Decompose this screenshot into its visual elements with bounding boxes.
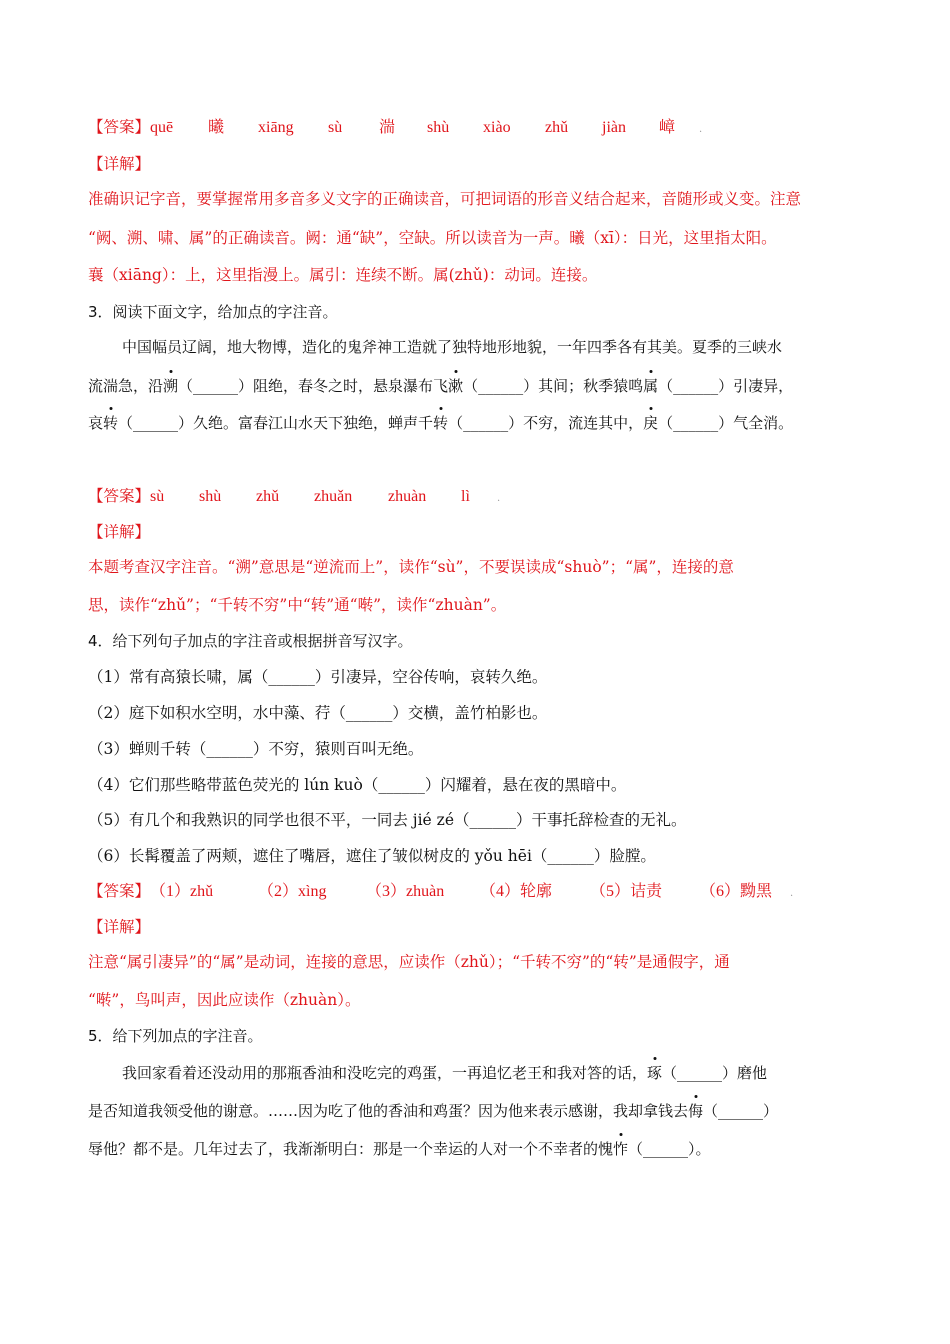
detail-label: 【详解】 <box>88 155 151 173</box>
detail-text-line: 思，读作“zhǔ”；“千转不穷”中“转”通“啭”，读作“zhuàn”。 <box>88 596 507 614</box>
answer-item: zhuàn <box>388 488 427 505</box>
answer-item: sù <box>150 488 165 505</box>
dotted-char: 琢 <box>647 1064 663 1082</box>
dotted-char: 转 <box>103 414 119 432</box>
detail-text-line: “阙、溯、啸、属”的正确读音。阙：通“缺”，空缺。所以读音为一声。曦（xī）：日光，这里指太阳。 <box>88 229 777 247</box>
answer-item: xiào <box>483 119 511 136</box>
dotted-char: 侮 <box>688 1102 704 1120</box>
dotted-char: 戾 <box>643 414 659 432</box>
q3-passage-line <box>88 376 793 396</box>
answer-item: sù <box>328 119 343 136</box>
passage-text: （______）其间；秋季猿鸣 <box>463 377 644 395</box>
dotted-char: 溯 <box>163 377 179 395</box>
dotted-char: 怍 <box>613 1140 629 1158</box>
answer-4-line: 【答案】（1）zhǔ （2）xìng （3）zhuàn （4）轮廓 （5）诘责 （6）黝黑 . <box>88 882 794 900</box>
dotted-char: 属 <box>643 377 659 395</box>
passage-text: 是否知道我领受他的谢意。……因为吃了他的香油和鸡蛋？因为他来表示感谢，我却拿钱去 <box>88 1102 689 1120</box>
passage-text: 哀 <box>88 414 104 432</box>
q4-item: （5）有几个和我熟识的同学也很不平，一同去 jié zé（______）干事托辞检查的无礼。 <box>88 811 687 829</box>
answer-label: 【答案】 <box>88 118 151 136</box>
q4-item: （4）它们那些略带蓝色荧光的 lún kuò（______）闪耀着，悬在夜的黑暗中。 <box>88 776 627 794</box>
passage-text: （______）磨他 <box>662 1064 768 1082</box>
q4-item: （3）蝉则千转（______）不穷，猿则百叫无绝。 <box>88 740 424 758</box>
answer-item: shù <box>427 119 450 136</box>
question-4-title: 4．给下列句子加点的字注音或根据拼音写汉字。 <box>88 632 413 650</box>
detail-label: 【详解】 <box>88 918 151 936</box>
answer-item: quē <box>150 119 174 136</box>
passage-text: （______）气全消。 <box>658 414 794 432</box>
q3-passage-line: 中国幅员辽阔，地大物博，造化的鬼斧神工造就了独特地形地貌，一年四季各有其美。夏季的三峡水 <box>122 338 783 356</box>
answer-2-line: 【答案】quē 曦 xiāng sù 湍 shù xiào zhǔ jiàn 嶂 . <box>88 118 703 136</box>
passage-text: 我回家看着还没动用的那瓶香油和没吃完的鸡蛋，一再追忆老王和我对答的话， <box>122 1064 648 1082</box>
passage-text: （______） <box>703 1102 779 1120</box>
passage-text: （______）久绝。富春江山水天下独绝，蝉声千 <box>118 414 434 432</box>
answer-item: （1）zhǔ <box>150 883 214 900</box>
q4-item: （2）庭下如积水空明，水中藻、荇（______）交横，盖竹柏影也。 <box>88 704 548 722</box>
passage-text: 辱他？都不是。几年过去了，我渐渐明白：那是一个幸运的人对一个不幸者的愧 <box>88 1140 614 1158</box>
passage-text: （______）阻绝，春冬之时，悬泉瀑布飞 <box>178 377 449 395</box>
answer-item: 嶂 <box>659 119 676 136</box>
detail-text-line: 襄（xiāng）：上，这里指漫上。属引：连续不断。属(zhǔ)：动词。连接。 <box>88 266 598 284</box>
detail-text-line: “啭”，鸟叫声，因此应读作（zhuàn）。 <box>88 991 361 1009</box>
detail-text-line: 注意“属引凄异”的“属”是动词，连接的意思，应读作（zhǔ）；“千转不穷”的“转”是通假字，通 <box>88 953 730 971</box>
passage-text: （______）。 <box>628 1140 711 1158</box>
answer-item: 湍 <box>379 119 396 136</box>
answer-label: 【答案】 <box>88 882 151 900</box>
q5-passage-line <box>88 1101 778 1121</box>
answer-item: shù <box>199 488 222 505</box>
detail-label: 【详解】 <box>88 523 151 541</box>
dotted-char: 转 <box>433 414 449 432</box>
answer-item: 曦 <box>208 119 225 136</box>
question-3-title: 3．阅读下面文字，给加点的字注音。 <box>88 303 338 321</box>
answer-item: zhǔ <box>545 119 569 136</box>
q4-item: （6）长髯覆盖了两颊，遮住了嘴唇，遮住了皱似树皮的 yǒu hēi（______）脸膛。 <box>88 847 656 865</box>
answer-item: zhǔ <box>256 488 280 505</box>
answer-item: （6）黝黑 <box>700 883 773 900</box>
passage-text: （______）引凄异， <box>658 377 794 395</box>
question-5-title: 5．给下列加点的字注音。 <box>88 1027 263 1045</box>
q5-passage-line <box>88 1139 711 1159</box>
q5-passage-line <box>122 1063 767 1083</box>
answer-item: （2）xìng <box>258 883 327 900</box>
q3-passage-line <box>88 413 793 433</box>
answer-label: 【答案】 <box>88 487 151 505</box>
answer-item: lì <box>461 488 470 505</box>
answer-item: （4）轮廓 <box>480 883 553 900</box>
passage-text: 流湍急，沿 <box>88 377 164 395</box>
answer-3-line: 【答案】sù shù zhǔ zhuǎn zhuàn lì . <box>88 487 501 505</box>
passage-text: （______）不穷，流连其中， <box>448 414 644 432</box>
answer-item: jiàn <box>602 119 627 136</box>
answer-item: zhuǎn <box>314 488 353 505</box>
q4-item: （1）常有高猿长啸，属（______）引凄异，空谷传响，哀转久绝。 <box>88 668 548 686</box>
answer-item: （5）诘责 <box>590 883 663 900</box>
dotted-char: 漱 <box>448 377 464 395</box>
answer-item: （3）zhuàn <box>366 883 445 900</box>
answer-item: xiāng <box>258 119 294 136</box>
detail-text-line: 本题考查汉字注音。“溯”意思是“逆流而上”，读作“sù”，不要误读成“shuò”；“属”，连接的意 <box>88 558 734 576</box>
detail-text-line: 准确识记字音，要掌握常用多音多义文字的正确读音，可把词语的形音义结合起来，音随形或义变。注意 <box>88 190 802 208</box>
